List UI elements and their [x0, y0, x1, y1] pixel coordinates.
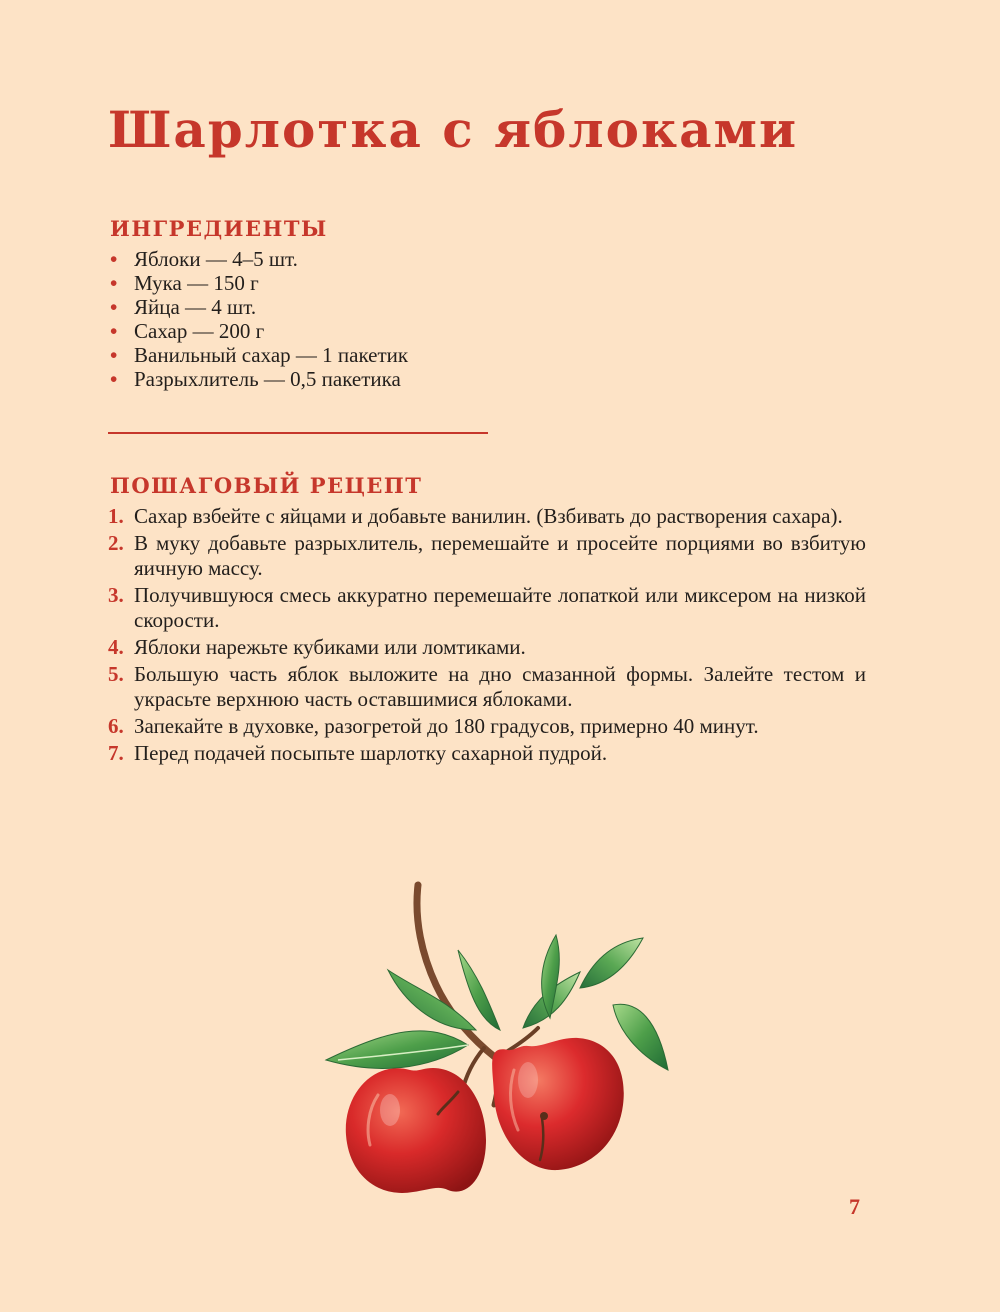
step-item	[108, 583, 866, 633]
step-number: 6.	[108, 714, 124, 738]
step-item	[108, 531, 866, 581]
bullet-icon: •	[110, 271, 118, 295]
bullet-icon: •	[110, 367, 118, 391]
leaves	[326, 935, 668, 1070]
steps-list	[108, 504, 866, 768]
ingredient-text: Разрыхлитель — 0,5 пакетика	[134, 367, 401, 391]
step-number: 4.	[108, 635, 124, 659]
ingredients-heading: ИНГРЕДИЕНТЫ	[110, 216, 328, 241]
apple-branch-illustration	[318, 880, 690, 1200]
step-number: 1.	[108, 504, 124, 528]
bullet-icon: •	[110, 247, 118, 271]
step-text: Большую часть яблок выложите на дно смазанной формы. Залейте тестом и украсьте верхнюю часть оставшимися яблоками.	[134, 662, 866, 711]
step-text: Перед подачей посыпьте шарлотку сахарной пудрой.	[134, 741, 608, 765]
step-item	[108, 504, 866, 529]
bullet-icon: •	[110, 343, 118, 367]
step-item	[108, 741, 866, 766]
ingredient-item	[110, 295, 408, 319]
apple-right	[492, 1038, 624, 1170]
section-divider	[108, 432, 488, 434]
bullet-icon: •	[110, 295, 118, 319]
step-item	[108, 635, 866, 660]
bullet-icon: •	[110, 319, 118, 343]
apple-left	[346, 1068, 486, 1193]
ingredient-item	[110, 367, 408, 391]
step-item	[108, 662, 866, 712]
step-text: Яблоки нарежьте кубиками или ломтиками.	[134, 635, 526, 659]
ingredient-item	[110, 343, 408, 367]
step-number: 7.	[108, 741, 124, 765]
step-text: Сахар взбейте с яйцами и добавьте ванилин. (Взбивать до растворения сахара).	[134, 504, 843, 528]
ingredient-text: Ванильный сахар — 1 пакетик	[134, 343, 409, 367]
step-number: 5.	[108, 662, 124, 686]
step-number: 2.	[108, 531, 124, 555]
page-title: Шарлотка с яблоками	[108, 100, 799, 159]
step-item	[108, 714, 866, 739]
step-text: В муку добавьте разрыхлитель, перемешайте и просейте порциями во взбитую яичную массу.	[134, 531, 866, 580]
page-number: 7	[849, 1194, 860, 1219]
ingredients-list	[110, 247, 408, 391]
ingredient-text: Яйца — 4 шт.	[134, 295, 257, 319]
ingredient-text: Сахар — 200 г	[134, 319, 265, 343]
ingredient-item	[110, 319, 408, 343]
steps-heading: ПОШАГОВЫЙ РЕЦЕПТ	[110, 473, 423, 498]
step-number: 3.	[108, 583, 124, 607]
step-text: Запекайте в духовке, разогретой до 180 градусов, примерно 40 минут.	[134, 714, 759, 738]
ingredient-text: Мука — 150 г	[134, 271, 259, 295]
ingredient-item	[110, 271, 408, 295]
ingredient-item	[110, 247, 408, 271]
step-text: Получившуюся смесь аккуратно перемешайте лопаткой или миксером на низкой скорости.	[134, 583, 866, 632]
ingredient-text: Яблоки — 4–5 шт.	[134, 247, 298, 271]
